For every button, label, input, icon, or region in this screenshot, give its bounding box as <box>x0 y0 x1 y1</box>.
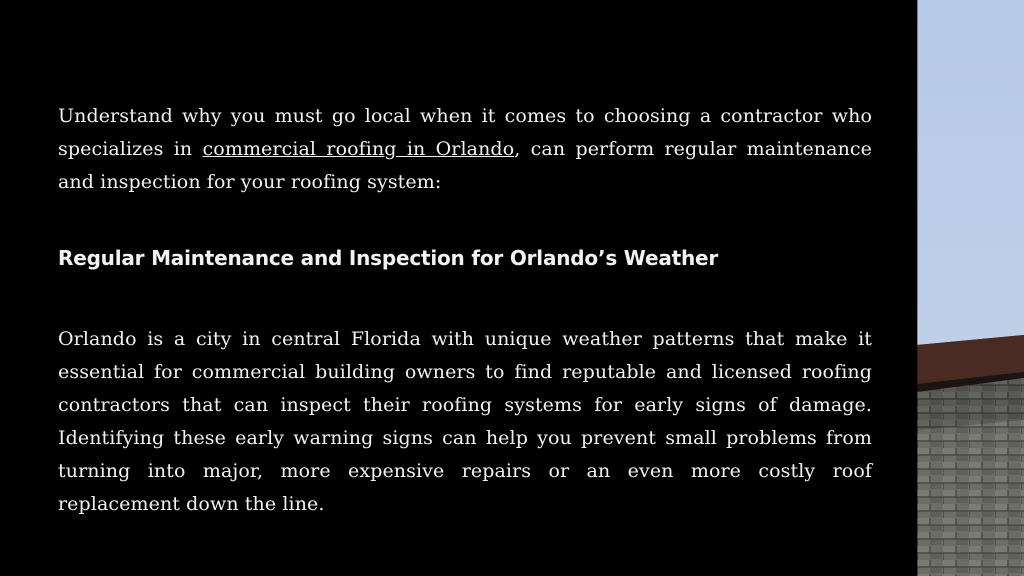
commercial-roofing-link[interactable]: commercial roofing in Orlando <box>202 138 515 160</box>
roof-photo-icon <box>917 0 1024 576</box>
roof-photo <box>917 0 1024 576</box>
section-heading: Regular Maintenance and Inspection for Orlando’s Weather <box>58 246 719 270</box>
section-body: Orlando is a city in central Florida with unique weather patterns that make it essential for commercial building owners to find reputable and licensed roofing contractors that can inspect their roofing systems for early signs of damage. Identifying these early warning signs can help you prevent small problems from turning into major, more expensive repairs or an even more costly roof replacement down the line. <box>58 328 872 515</box>
intro-text-before-link: Understand why you must go local when it comes to choosing a contractor who specializes in <box>58 105 872 160</box>
text-panel <box>58 100 872 521</box>
intro-paragraph <box>58 100 872 199</box>
intro-text-after-link: , can perform regular maintenance and inspection for your roofing system: <box>58 138 872 193</box>
